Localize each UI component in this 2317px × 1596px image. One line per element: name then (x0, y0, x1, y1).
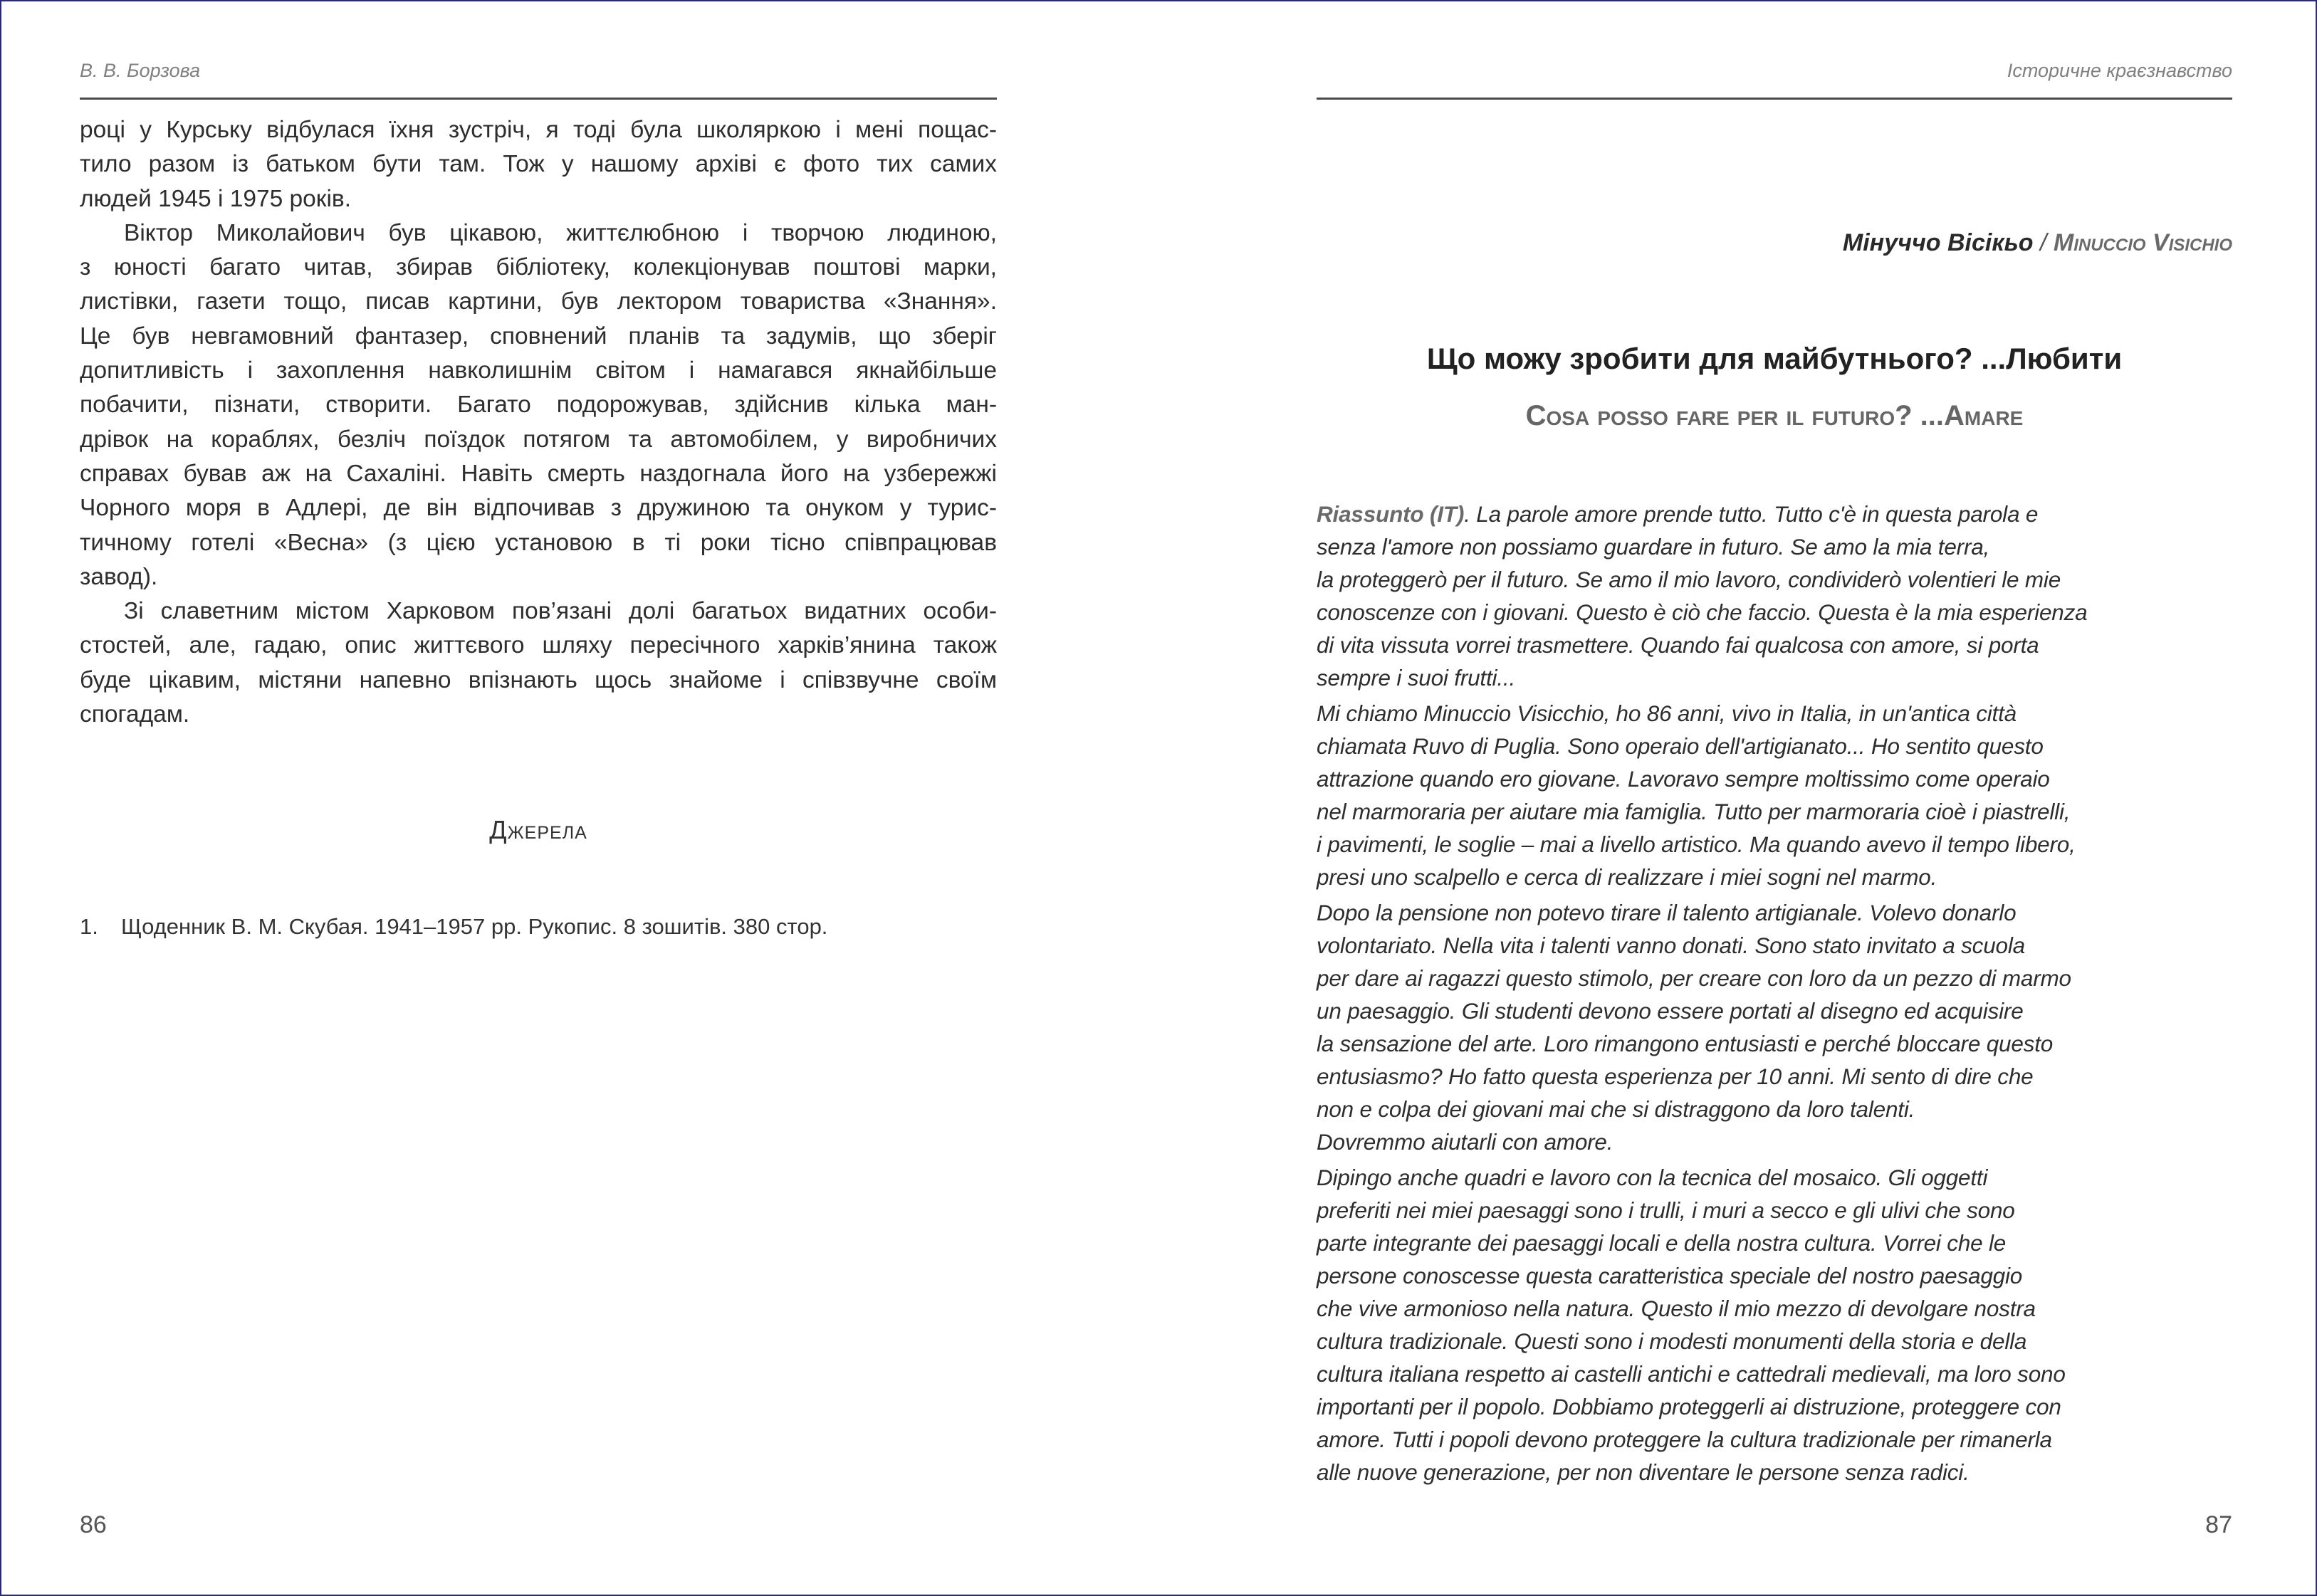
header-rule (1317, 98, 2232, 100)
text-line: допитливість і захоплення навколишнім світом і намагався якнайбільше (80, 357, 997, 384)
text-line: спогадам. (80, 701, 190, 728)
paragraph (80, 113, 997, 216)
text-line: Dipingo anche quadri e lavoro con la tecnica del mosaico. Gli oggetti (1317, 1165, 1988, 1190)
text-line: тило разом із батьком бути там. Тож у нашому архіві є фото тих самих (80, 151, 997, 178)
text-line: amore. Tutti i popoli devono proteggere la cultura tradizionale per rimanerla (1317, 1427, 2052, 1452)
text-line: справах бував аж на Сахаліні. Навіть смерть наздогнала його на узбережжі (80, 460, 997, 487)
text-line: conoscenze con i giovani. Questo è ciò che faccio. Questa è la mia esperienza (1317, 599, 2088, 625)
left-page (80, 0, 997, 1596)
text-line: листівки, газети тощо, писав картини, був лектором товариства «Знання». (80, 288, 997, 315)
author-it: Minuccio Visichio (2053, 229, 2232, 256)
text-line (1317, 498, 2232, 530)
summary-label: Riassunto (IT) (1317, 501, 1465, 527)
text-line: стостей, але, гадаю, опис життєвого шляху пересічного харків’янина також (80, 632, 997, 659)
text-line: cultura tradizionale. Questi sono i modesti monumenti della storia e della (1317, 1328, 2027, 1354)
paragraph (1317, 1161, 2232, 1489)
text-line: un paesaggio. Gli studenti devono essere portati al disegno ed acquisire (1317, 998, 2024, 1024)
text-line: буде цікавим, містяни напевно впізнають щось знайоме і співзвучне своїм (80, 666, 997, 693)
text-line: presi uno scalpello e cerca di realizzare i miei sogni nel marmo. (1317, 864, 1937, 890)
article-title-it: Cosa posso fare per il futuro? ...Amare (1525, 400, 2024, 431)
text-line: preferiti nei miei paesaggi sono i trulli, i muri a secco e gli ulivi che sono (1317, 1197, 2015, 1223)
paragraph (80, 594, 997, 732)
text-line: attrazione quando ero giovane. Lavoravo sempre moltissimo come operaio (1317, 766, 2050, 792)
text-line: Віктор Миколайович був цікавою, життєлюбною і творчою людиною, (124, 219, 997, 246)
text-line: importanti per il popolo. Dobbiamo proteggerli ai distruzione, proteggere con (1317, 1394, 2061, 1419)
text-line: senza l'amore non possiamo guardare in futuro. Se amo la mia terra, (1317, 534, 1990, 560)
text-line: nel marmoraria per aiutare mia famiglia. Tutto per marmoraria cioè i piastrelli, (1317, 799, 2071, 824)
text-line: Dopo la pensione non potevo tirare il talento artigianale. Volevo donarlo (1317, 900, 2017, 925)
text-line: la proteggerò per il futuro. Se amo il mio lavoro, condividerò volentieri le mie (1317, 567, 2061, 592)
article-author (1843, 229, 2232, 257)
paragraph (1317, 498, 2232, 694)
left-body-text (80, 113, 997, 732)
page-number: 86 (80, 1511, 107, 1538)
text-line: Dovremmo aiutarli con amore. (1317, 1129, 1613, 1155)
text-line: che vive armonioso nella natura. Questo il mio mezzo di devolgare nostra (1317, 1296, 2036, 1321)
text-line: la sensazione del arte. Loro rimangono entusiasti e perché bloccare questo (1317, 1031, 2054, 1056)
text-line: i pavimenti, le soglie – mai a livello artistico. Ma quando avevo il tempo libero, (1317, 831, 2076, 857)
text-line: Це був невгамовний фантазер, сповнений планів та задумів, що зберіг (80, 322, 997, 350)
text-line: Mi chiamo Minuccio Visicchio, ho 86 anni, vivo in Italia, in un'antica città (1317, 700, 2017, 726)
paragraph (80, 216, 997, 594)
author-ua: Мінуччо Вісікьо (1842, 229, 2034, 256)
text-line: volontariato. Nella vita i talenti vanno donati. Sono stato invitato a scuola (1317, 933, 2025, 958)
page-number: 87 (2205, 1511, 2232, 1538)
text-line: з юності багато читав, збирав бібліотеку, колекціонував поштові марки, (80, 254, 997, 281)
text-line: cultura italiana respetto ai castelli antichi e cattedrali medievali, ma loro sono (1317, 1361, 2066, 1387)
text-line: людей 1945 і 1975 років. (80, 185, 352, 212)
running-head-section: Історичне краєзнавство (2007, 60, 2232, 81)
sources-heading: Джерела (489, 815, 587, 844)
text-line-rest: . La parole amore prende tutto. Tutto c'è in questa parola e (1464, 501, 2039, 527)
reference-number: 1. (80, 914, 98, 939)
right-body-text (1317, 498, 2232, 1491)
text-line: побачити, пізнати, створити. Багато подорожував, здійснив кілька ман- (80, 392, 997, 419)
paragraph (1317, 697, 2232, 893)
right-page (1317, 0, 2232, 1596)
text-line: sempre i suoi frutti... (1317, 665, 1515, 691)
paragraph (1317, 896, 2232, 1158)
text-line: di vita vissuta vorrei trasmettere. Quando fai qualcosa con amore, si porta (1317, 632, 2039, 658)
text-line: тичному готелі «Весна» (з цією установою в ті роки тісно співпрацював (80, 529, 997, 556)
text-line: Зі славетним містом Харковом пов’язані долі багатьох видатних особи- (124, 598, 997, 625)
text-line: дрівок на кораблях, безліч поїздок потягом та автомобілем, у виробничих (80, 426, 997, 453)
author-separator: / (2033, 229, 2054, 256)
article-title-ua: Що можу зробити для майбутнього? ...Любити (1426, 342, 2123, 375)
text-line: non e colpa dei giovani mai che si distraggono da loro talenti. (1317, 1096, 1915, 1122)
text-line: parte integrante dei paesaggi locali e della nostra cultura. Vorrei che le (1317, 1230, 2007, 1256)
reference-item (80, 914, 827, 940)
text-line: entusiasmo? Ho fatto questa esperienza per 10 anni. Mi sento di dire che (1317, 1064, 2034, 1089)
text-line: chiamata Ruvo di Puglia. Sono operaio dell'artigianato... Ho sentito questo (1317, 733, 2044, 759)
text-line: per dare ai ragazzi questo stimolo, per creare con loro da un pezzo di marmo (1317, 965, 2071, 991)
running-head-author: В. В. Борзова (80, 60, 201, 81)
text-line: persone conoscesse questa caratteristica speciale del nostro paesaggio (1317, 1263, 2023, 1288)
text-line: завод). (80, 563, 158, 590)
reference-text: Щоденник В. М. Скубая. 1941–1957 рр. Рукопис. 8 зошитів. 380 стор. (121, 914, 828, 939)
text-line: alle nuove generazione, per non diventare le persone senza radici. (1317, 1459, 1970, 1485)
text-line: Чорного моря в Адлері, де він відпочивав з дружиною та онуком у турис- (80, 495, 997, 522)
header-rule (80, 98, 997, 100)
text-line: році у Курську відбулася їхня зустріч, я тоді була школяркою і мені пощас- (80, 117, 997, 143)
